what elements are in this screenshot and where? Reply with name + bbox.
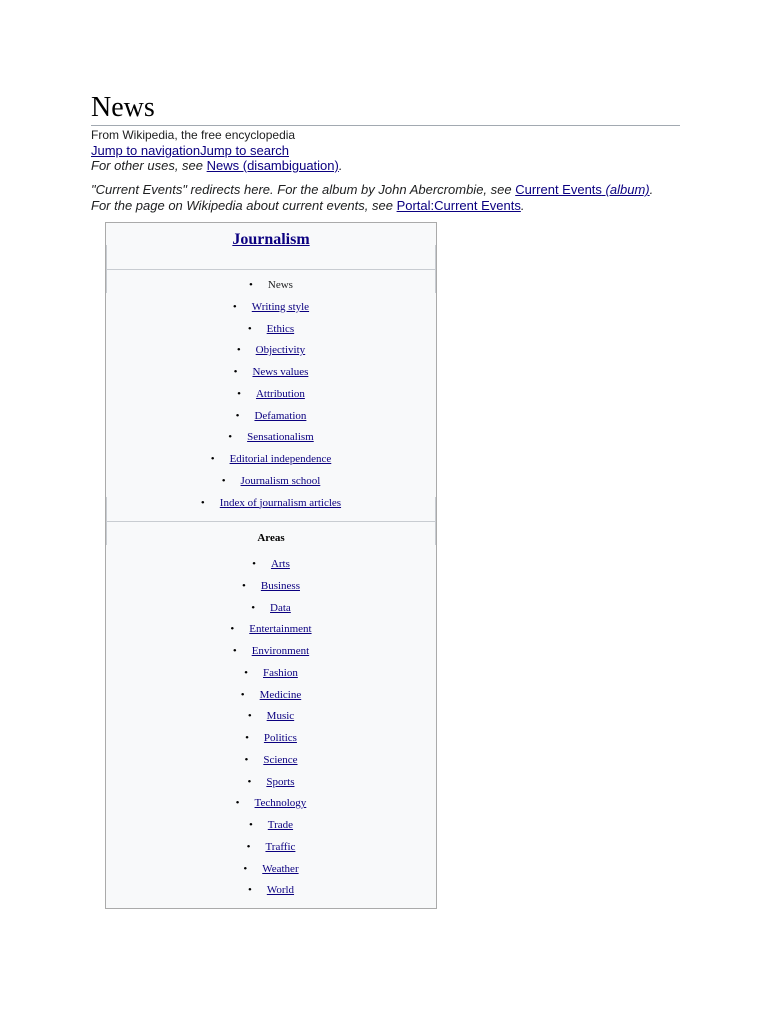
sidebar-link-sensationalism[interactable]: Sensationalism [247, 431, 314, 444]
areas-list [106, 554, 436, 902]
sidebar-link-editorial-independence[interactable]: Editorial independence [229, 453, 332, 465]
list-item [106, 619, 436, 641]
bullet-icon: • [249, 279, 253, 291]
list-item [106, 297, 436, 319]
page-title: News [91, 92, 155, 123]
list-item [106, 598, 436, 620]
bullet-icon: • [200, 496, 205, 509]
area-link-science[interactable]: Science [263, 753, 298, 766]
list-item [106, 706, 436, 728]
bullet-icon: • [247, 775, 252, 788]
bullet-icon: • [228, 431, 233, 444]
bullet-icon: • [245, 732, 249, 744]
list-item [106, 275, 436, 297]
area-link-music[interactable]: Music [266, 710, 295, 723]
sidebar-link-index-of-journalism-articles[interactable]: Index of journalism articles [219, 496, 342, 509]
list-item [106, 427, 436, 449]
list-item [106, 859, 436, 881]
jump-links [91, 143, 289, 159]
list-item [106, 319, 436, 341]
area-link-weather[interactable]: Weather [262, 862, 299, 875]
title-divider [91, 125, 680, 126]
sidebar-link-ethics[interactable]: Ethics [266, 322, 295, 335]
journalism-sidebar [105, 222, 437, 909]
sidebar-title [106, 229, 436, 251]
bullet-icon: • [210, 453, 215, 465]
hatnote-text: For the page on Wikipedia about current events, see [91, 198, 397, 213]
sidebar-divider [106, 269, 436, 270]
sidebar-link-writing-style[interactable]: Writing style [251, 300, 310, 313]
area-link-arts[interactable]: Arts [270, 558, 290, 570]
hatnote-text: "Current Events" redirects here. For the album by John Abercrombie, see [91, 182, 516, 197]
bullet-icon: • [232, 300, 237, 313]
list-item [106, 493, 436, 515]
bullet-icon: • [246, 840, 251, 853]
bullet-icon: • [244, 666, 248, 679]
hatnote-redirect [91, 182, 653, 198]
hatnote-portal [91, 198, 524, 214]
area-link-sports[interactable]: Sports [266, 775, 295, 788]
areas-heading: Areas [257, 532, 285, 544]
list-item [106, 576, 436, 598]
list-item [106, 663, 436, 685]
bullet-icon: • [244, 753, 249, 766]
journalism-link[interactable]: Journalism [232, 231, 310, 248]
area-link-medicine[interactable]: Medicine [259, 688, 302, 701]
bullet-icon: • [251, 601, 256, 614]
disambiguation-link[interactable]: News (disambiguation) [206, 158, 339, 173]
list-item [106, 362, 436, 384]
area-link-fashion[interactable]: Fashion [263, 666, 298, 679]
sidebar-divider [106, 521, 436, 522]
hatnote-text: . [338, 158, 343, 173]
bullet-icon: • [240, 688, 245, 701]
area-link-traffic[interactable]: Traffic [265, 840, 296, 853]
list-item [106, 384, 436, 406]
list-item [106, 772, 436, 794]
hatnote-text: . [649, 182, 654, 197]
bullet-icon: • [242, 579, 246, 592]
bullet-icon: • [236, 344, 241, 357]
sidebar-link-journalism-school[interactable]: Journalism school [240, 474, 321, 487]
portal-current-events-link[interactable]: Portal:Current Events [396, 198, 521, 213]
bullet-icon: • [247, 322, 252, 335]
area-link-trade[interactable]: Trade [267, 819, 294, 831]
list-item [106, 449, 436, 471]
area-link-environment[interactable]: Environment [251, 645, 310, 657]
list-item [106, 793, 436, 815]
bullet-icon: • [247, 710, 252, 723]
list-item [106, 815, 436, 837]
sidebar-current-news: News [267, 279, 293, 291]
list-item [106, 750, 436, 772]
bullet-icon: • [232, 645, 237, 657]
list-item [106, 685, 436, 707]
sidebar-link-attribution[interactable]: Attribution [255, 387, 305, 400]
sidebar-link-news-values[interactable]: News values [252, 366, 309, 378]
hatnote-text: For other uses, see [91, 158, 207, 173]
area-link-politics[interactable]: Politics [263, 732, 297, 744]
list-item [106, 880, 436, 902]
bullet-icon: • [221, 474, 226, 487]
area-link-world[interactable]: World [266, 884, 295, 897]
list-item [106, 837, 436, 859]
list-item [106, 554, 436, 576]
album-link-paren: (album) [605, 182, 650, 197]
hatnote-text: . [520, 198, 525, 213]
sidebar-link-objectivity[interactable]: Objectivity [255, 344, 306, 357]
list-item [106, 641, 436, 663]
bullet-icon: • [233, 366, 238, 378]
area-link-entertainment[interactable]: Entertainment [249, 623, 312, 636]
bullet-icon: • [248, 819, 253, 831]
bullet-icon: • [235, 797, 240, 810]
jump-to-search-link[interactable]: Jump to search [200, 143, 289, 158]
sidebar-link-defamation[interactable]: Defamation [254, 409, 307, 422]
list-item [106, 728, 436, 750]
area-link-business[interactable]: Business [260, 579, 300, 592]
bullet-icon: • [230, 623, 235, 636]
area-link-data[interactable]: Data [270, 601, 291, 614]
bullet-icon: • [247, 884, 252, 897]
journalism-topics-list [106, 275, 436, 514]
jump-to-navigation-link[interactable]: Jump to navigation [91, 143, 201, 158]
bullet-icon: • [252, 558, 256, 570]
list-item [106, 471, 436, 493]
current-events-album-link[interactable] [515, 182, 649, 197]
list-item [106, 406, 436, 428]
area-link-technology[interactable]: Technology [254, 797, 307, 810]
bullet-icon: • [243, 862, 248, 875]
list-item [106, 340, 436, 362]
site-tagline: From Wikipedia, the free encyclopedia [91, 128, 296, 142]
bullet-icon: • [237, 387, 241, 400]
album-link-main: Current Events [515, 182, 602, 197]
bullet-icon: • [235, 409, 240, 422]
hatnote-other-uses [91, 158, 342, 174]
